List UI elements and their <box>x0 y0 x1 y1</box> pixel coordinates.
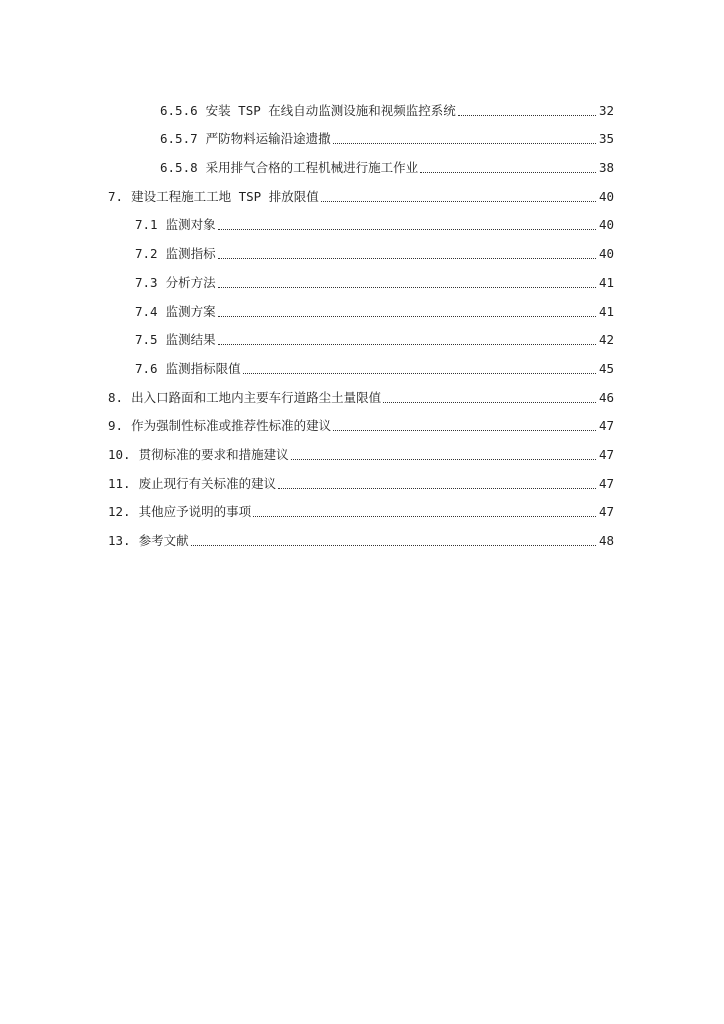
toc-entry-title: 分析方法 <box>165 274 216 290</box>
toc-entry[interactable] <box>108 291 614 320</box>
toc-entry-number: 11. <box>108 475 131 491</box>
toc-entry-number: 6.5.8 <box>160 160 198 176</box>
toc-entry-title: 其他应予说明的事项 <box>138 504 252 520</box>
toc-entry-title: 监测方案 <box>165 303 216 319</box>
toc-entry-page: 47 <box>598 475 614 491</box>
toc-entry-number: 12. <box>108 504 131 520</box>
toc-entry-number: 7. <box>108 188 124 204</box>
toc-dot-leader <box>253 515 596 517</box>
toc-entry-number: 7.2 <box>135 246 158 262</box>
toc-dot-leader <box>321 200 596 202</box>
toc-entry-page: 40 <box>598 217 614 233</box>
toc-entry-number: 7.6 <box>135 360 158 376</box>
toc-entry[interactable] <box>108 262 614 291</box>
toc-entry-page: 48 <box>598 533 614 548</box>
toc-entry-title: 参考文献 <box>138 533 189 548</box>
toc-entry[interactable] <box>108 90 614 119</box>
toc-entry-page: 32 <box>598 102 614 118</box>
toc-entry-number: 7.4 <box>135 303 158 319</box>
toc-entry-title: 作为强制性标准或推荐性标准的建议 <box>131 418 332 434</box>
toc-dot-leader <box>278 487 596 489</box>
toc-dot-leader <box>191 544 596 546</box>
toc-entry-title: 废止现行有关标准的建议 <box>138 475 277 491</box>
toc-entry-number: 7.1 <box>135 217 158 233</box>
toc-entry-page: 42 <box>598 332 614 348</box>
toc-entry-number: 7.5 <box>135 332 158 348</box>
toc-entry[interactable] <box>108 492 614 521</box>
toc-entry-page: 47 <box>598 446 614 462</box>
toc-entry-page: 40 <box>598 188 614 204</box>
toc-entry-page: 47 <box>598 418 614 434</box>
table-of-contents <box>108 90 614 549</box>
toc-entry[interactable] <box>108 233 614 262</box>
toc-entry[interactable] <box>108 320 614 349</box>
toc-entry-page: 40 <box>598 246 614 262</box>
toc-entry-title: 监测指标 <box>165 246 216 262</box>
toc-entry-page: 38 <box>598 160 614 176</box>
toc-dot-leader <box>291 458 596 460</box>
toc-dot-leader <box>218 343 596 345</box>
toc-dot-leader <box>218 315 596 317</box>
toc-dot-leader <box>218 286 596 288</box>
toc-entry[interactable] <box>108 463 614 492</box>
toc-entry-page: 45 <box>598 360 614 376</box>
toc-entry-number: 8. <box>108 389 124 405</box>
toc-entry-title: 安装 TSP 在线自动监测设施和视频监控系统 <box>205 102 456 118</box>
toc-entry[interactable] <box>108 119 614 148</box>
toc-entry-number: 7.3 <box>135 274 158 290</box>
toc-entry-page: 47 <box>598 504 614 520</box>
toc-entry-page: 41 <box>598 303 614 319</box>
toc-entry[interactable] <box>108 377 614 406</box>
toc-dot-leader <box>420 171 596 173</box>
toc-dot-leader <box>333 142 596 144</box>
toc-dot-leader <box>218 257 596 259</box>
toc-dot-leader <box>218 228 596 230</box>
toc-entry-number: 9. <box>108 418 124 434</box>
toc-entry-number: 13. <box>108 533 131 548</box>
toc-entry-title: 严防物料运输沿途遗撒 <box>205 131 331 147</box>
toc-entry-number: 10. <box>108 446 131 462</box>
toc-dot-leader <box>333 429 596 431</box>
toc-entry-title: 采用排气合格的工程机械进行施工作业 <box>205 160 419 176</box>
toc-entry[interactable] <box>108 205 614 234</box>
toc-entry-title: 建设工程施工工地 TSP 排放限值 <box>131 188 319 204</box>
toc-entry[interactable] <box>108 348 614 377</box>
toc-entry-page: 46 <box>598 389 614 405</box>
toc-entry-title: 出入口路面和工地内主要车行道路尘土量限值 <box>131 389 382 405</box>
toc-entry-number: 6.5.7 <box>160 131 198 147</box>
toc-entry[interactable] <box>108 176 614 205</box>
toc-entry-title: 监测对象 <box>165 217 216 233</box>
toc-dot-leader <box>243 372 596 374</box>
toc-entry-page: 35 <box>598 131 614 147</box>
toc-entry[interactable] <box>108 434 614 463</box>
toc-dot-leader <box>458 114 596 116</box>
toc-dot-leader <box>383 401 596 403</box>
toc-entry-page: 41 <box>598 274 614 290</box>
toc-entry[interactable] <box>108 147 614 176</box>
toc-entry[interactable] <box>108 406 614 435</box>
toc-entry-title: 监测结果 <box>165 332 216 348</box>
toc-entry[interactable] <box>108 520 614 549</box>
toc-entry-number: 6.5.6 <box>160 102 198 118</box>
toc-entry-title: 监测指标限值 <box>165 360 241 376</box>
toc-entry-title: 贯彻标准的要求和措施建议 <box>138 446 289 462</box>
